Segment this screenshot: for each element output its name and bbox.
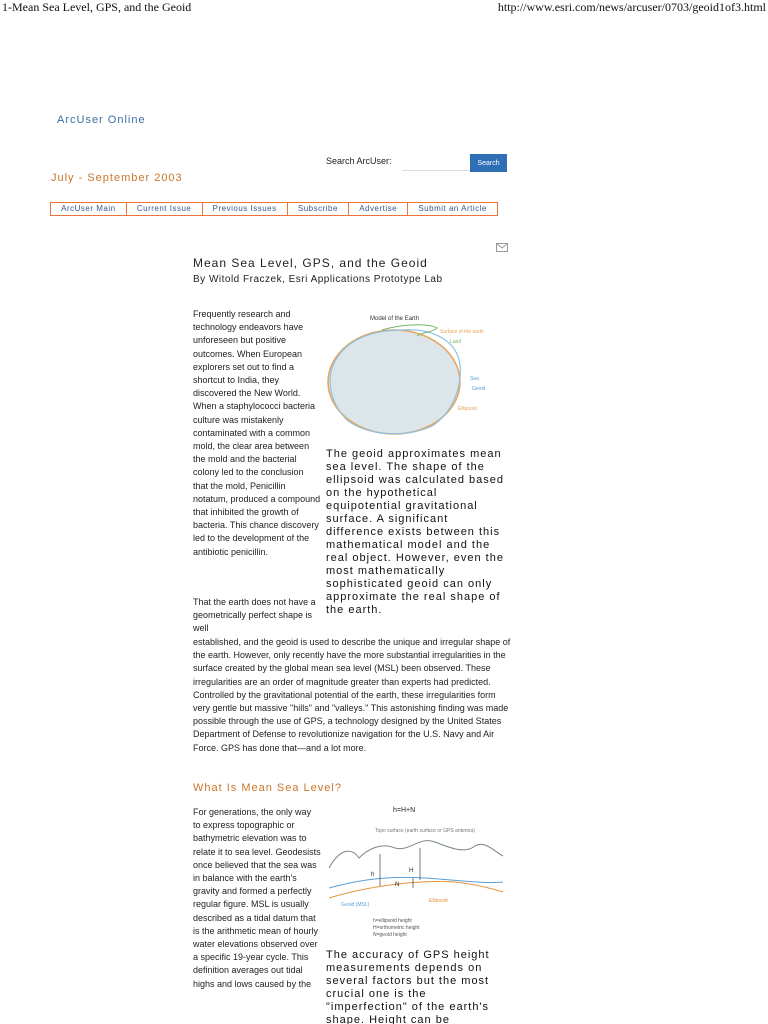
label-ellipsoid-2: Ellipsoid (429, 898, 448, 904)
figure-height-diagram (325, 800, 510, 942)
nav-advertise[interactable]: Advertise (349, 203, 408, 215)
issue-date: July - September 2003 (51, 172, 183, 184)
figure-model-of-earth (322, 310, 512, 442)
search-button[interactable]: Search (470, 154, 507, 172)
nav-submit-article[interactable]: Submit an Article (418, 204, 487, 213)
nav-current-issue[interactable]: Current Issue (127, 203, 203, 215)
legend-N: N=geoid height (373, 932, 407, 938)
paragraph-2: established, and the geoid is used to describe the unique and irregular shape of the earth. However, only recently have the more substantial irregularities in the surface created by the global mean sea level (MSL) been observed. These irregularities are an order of magnitude greater than experts had predicted. Controlled by the gravitational potential of the earth, these irregularities form very gentle but massive "hills" and "valleys." This astonishing finding was made possible through the use of GPS, a technology designed by the United States Department of Defense to revolutionize navigation for the U.S. Navy and Air Force. GPS has done that—and a lot more. (193, 637, 511, 753)
page-title-header: 1-Mean Sea Level, GPS, and the Geoid (2, 0, 192, 14)
label-ellipsoid: Ellipsoid (458, 406, 477, 412)
article-byline: By Witold Fraczek, Esri Applications Prototype Lab (193, 274, 443, 285)
search-label: Search ArcUser: (326, 156, 392, 166)
figure1-title: Model of the Earth (370, 316, 420, 322)
label-H: H (409, 868, 414, 874)
search-input[interactable] (402, 154, 470, 171)
label-geoid-msl: Geoid (MSL) (341, 902, 370, 908)
legend-H: H=orthometric height (373, 925, 420, 931)
label-N: N (395, 882, 400, 888)
label-surface: Surface of the earth (440, 329, 484, 335)
legend-h: h=ellipsoid height (373, 918, 412, 924)
figure1-caption: The geoid approximates mean sea level. The shape of the ellipsoid was calculated based on the hypothetical equipotential gravitational surface. A significant difference exists between this mathematical model and the real object. However, even the most mathematically sophisticated geoid can only approximate the real shape of the earth. (326, 448, 504, 616)
label-geoid: Geoid (472, 386, 486, 392)
ellipsoid-line (329, 882, 503, 898)
formula-label: h=H+N (393, 807, 416, 814)
site-brand-link[interactable]: ArcUser Online (57, 114, 146, 126)
label-h: h (371, 872, 375, 878)
nav-previous-issues[interactable]: Previous Issues (203, 203, 288, 215)
label-topo: Topo surface (earth surface or GPS antenna) (375, 828, 475, 834)
nav-bar (50, 202, 498, 216)
nav-arcuser-main[interactable]: ArcUser Main (51, 203, 127, 215)
paragraph-3: For generations, the only way to express topographic or bathymetric elevation was to relate it to sea level. Geodesists once believed that the sea was in balance with the earth's gravity and formed a perfectly regular figure. MSL is usually described as a tidal datum that is the arithmetic mean of hourly water elevations observed over a specific 19-year cycle. This definition averages out tidal highs and lows caused by the (193, 807, 321, 989)
topo-line (329, 841, 503, 868)
nav-subscribe[interactable]: Subscribe (288, 203, 349, 215)
label-sea: Sea (470, 376, 479, 382)
page-url[interactable]: http://www.esri.com/news/arcuser/0703/geoid1of3.html (497, 0, 766, 14)
intro-paragraph: Frequently research and technology endeavors have unforeseen but positive outcomes. When European explorers set out to find a shortcut to India, they discovered the New World. When a staphylococci bacteria culture was mistakenly contaminated with a common mold, the clear area between the mold and the bacterial colony led to the conclusion that the mold, Penicillin notatum, produced a compound that inhibited the growth of bacteria. This chance discovery led to the development of the antibiotic penicillin. (193, 309, 321, 557)
paragraph-2-start: That the earth does not have a geometrically perfect shape is well (193, 597, 316, 634)
label-land: Land (450, 339, 462, 345)
figure2-caption: The accuracy of GPS height measurements depends on several factors but the most crucial one is the "imperfection" of the earth's shape. Height can be (326, 949, 490, 1024)
article-title: Mean Sea Level, GPS, and the Geoid (193, 256, 428, 270)
mail-icon[interactable] (496, 240, 508, 258)
section-heading: What Is Mean Sea Level? (193, 782, 342, 794)
